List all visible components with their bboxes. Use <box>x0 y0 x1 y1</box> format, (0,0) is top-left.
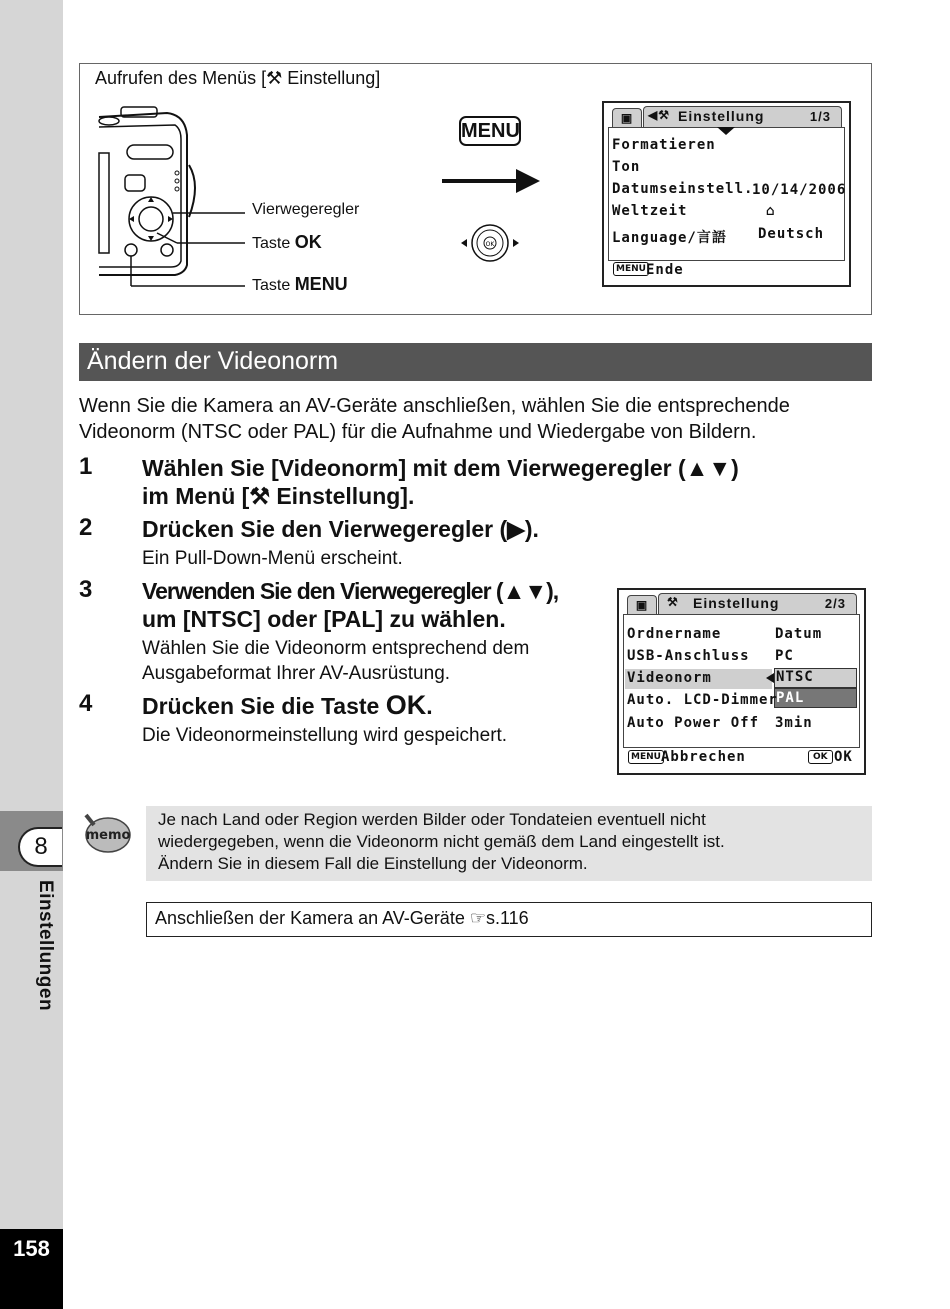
memo-line: Je nach Land oder Region werden Bilder oder Tondateien eventuell nicht <box>158 810 706 829</box>
memo-box <box>146 806 872 881</box>
screen-1-footer: Ende <box>646 262 684 278</box>
step-heading: Wählen Sie [Videonorm] mit dem Vierwegeregler (▲▼) <box>142 455 739 481</box>
step-number: 4 <box>79 690 93 717</box>
screen-2-footer-cancel: Abbrechen <box>661 749 746 765</box>
step-body: Ausgabeformat Ihrer AV-Ausrüstung. <box>142 663 451 684</box>
memo-line: Ändern Sie in diesem Fall die Einstellung der Videonorm. <box>158 854 588 873</box>
screen-2-footer-ok: OK <box>834 749 853 765</box>
dropdown-option-ntsc-label: NTSC <box>776 669 814 685</box>
ok-key-icon: OK <box>808 750 833 764</box>
screen-1-row-label: Ton <box>612 159 641 175</box>
screen-1-row-label: Formatieren <box>612 137 716 153</box>
screen-1-row-value: 10/14/2006 <box>752 182 847 198</box>
screen-2-row-label: USB-Anschluss <box>627 648 750 664</box>
menu-access-title: Aufrufen des Menüs [⚒ Einstellung] <box>95 68 381 88</box>
dropdown-option-pal-label: PAL <box>776 690 805 706</box>
step-heading: um [NTSC] oder [PAL] zu wählen. <box>142 606 506 632</box>
camera-tab-icon: ▣ <box>627 595 657 614</box>
memo-line: wiedergegeben, wenn die Videonorm nicht gemäß dem Land eingestellt ist. <box>158 832 725 851</box>
screen-2-row-label: Auto. LCD-Dimmer <box>627 692 778 708</box>
screen-2-tab: ⚒ Einstellung 2/3 <box>658 593 857 614</box>
reference-link[interactable]: Anschließen der Kamera an AV-Geräte ☞s.116 <box>155 908 529 928</box>
chapter-title: Einstellungen <box>35 880 56 1012</box>
screen-2-row-value: 3min <box>775 715 813 731</box>
wrench-icon: ◀⚒ <box>648 108 670 122</box>
step-body: Die Videonormeinstellung wird gespeichert. <box>142 725 508 746</box>
svg-text:OK: OK <box>485 241 495 248</box>
arrow-right-icon <box>442 166 542 196</box>
step-body: Ein Pull-Down-Menü erscheint. <box>142 548 403 569</box>
menu-label: Taste MENU <box>252 274 348 294</box>
dial-label: Vierwegeregler <box>252 201 360 218</box>
screen-2-row-label: Videonorm <box>627 670 712 686</box>
memo-icon <box>80 811 132 855</box>
page-number: 158 <box>13 1236 50 1261</box>
screen-1-row-label: Datumseinstell. <box>612 181 754 197</box>
step-body: Wählen Sie die Videonorm entsprechend dem <box>142 638 530 659</box>
menu-button-icon: MENU <box>459 116 521 146</box>
section-intro: Wenn Sie die Kamera an AV-Geräte anschließen, wählen Sie die entsprechende Videonorm (NTSC oder PAL) für die Aufnahme und Wiedergabe von Bildern. <box>79 395 790 443</box>
step-number: 3 <box>79 576 93 603</box>
step-heading: im Menü [⚒ Einstellung]. <box>142 483 415 509</box>
step-heading: Drücken Sie den Vierwegeregler (▶). <box>142 516 539 542</box>
menu-key-icon: MENU <box>628 750 664 764</box>
camera-illustration <box>97 105 257 290</box>
menu-key-icon: MENU <box>613 262 649 276</box>
screen-1-row-label: Language/言語 <box>612 230 727 246</box>
screen-2-row-label: Ordnername <box>627 626 722 642</box>
screen-2-row-value: Datum <box>775 626 823 642</box>
reference-box <box>146 902 872 937</box>
screen-2-row-label: Auto Power Off <box>627 715 760 731</box>
step-heading: Drücken Sie die Taste OK. <box>142 690 433 720</box>
section-title: Ändern der Videonorm <box>79 343 872 381</box>
step-heading: Verwenden Sie den Vierwegeregler (▲▼), <box>142 578 559 604</box>
down-arrow-icon <box>717 127 735 137</box>
camera-tab-icon: ▣ <box>612 108 642 127</box>
home-icon: ⌂ <box>766 203 776 219</box>
chapter-number: 8 <box>18 827 62 867</box>
sidebar <box>0 0 63 1309</box>
ok-label: Taste OK <box>252 232 322 252</box>
step-number: 2 <box>79 514 93 541</box>
screen-1-row-value: Deutsch <box>758 226 825 242</box>
four-way-dial-icon <box>460 222 520 264</box>
screen-2-row-value: PC <box>775 648 794 664</box>
screen-1-tab: ◀⚒ Einstellung 1/3 <box>643 106 842 127</box>
wrench-icon: ⚒ <box>667 595 679 609</box>
step-number: 1 <box>79 453 93 480</box>
left-arrow-icon <box>766 673 774 683</box>
screen-1-row-label: Weltzeit <box>612 203 688 219</box>
svg-text:memo: memo <box>85 828 131 843</box>
